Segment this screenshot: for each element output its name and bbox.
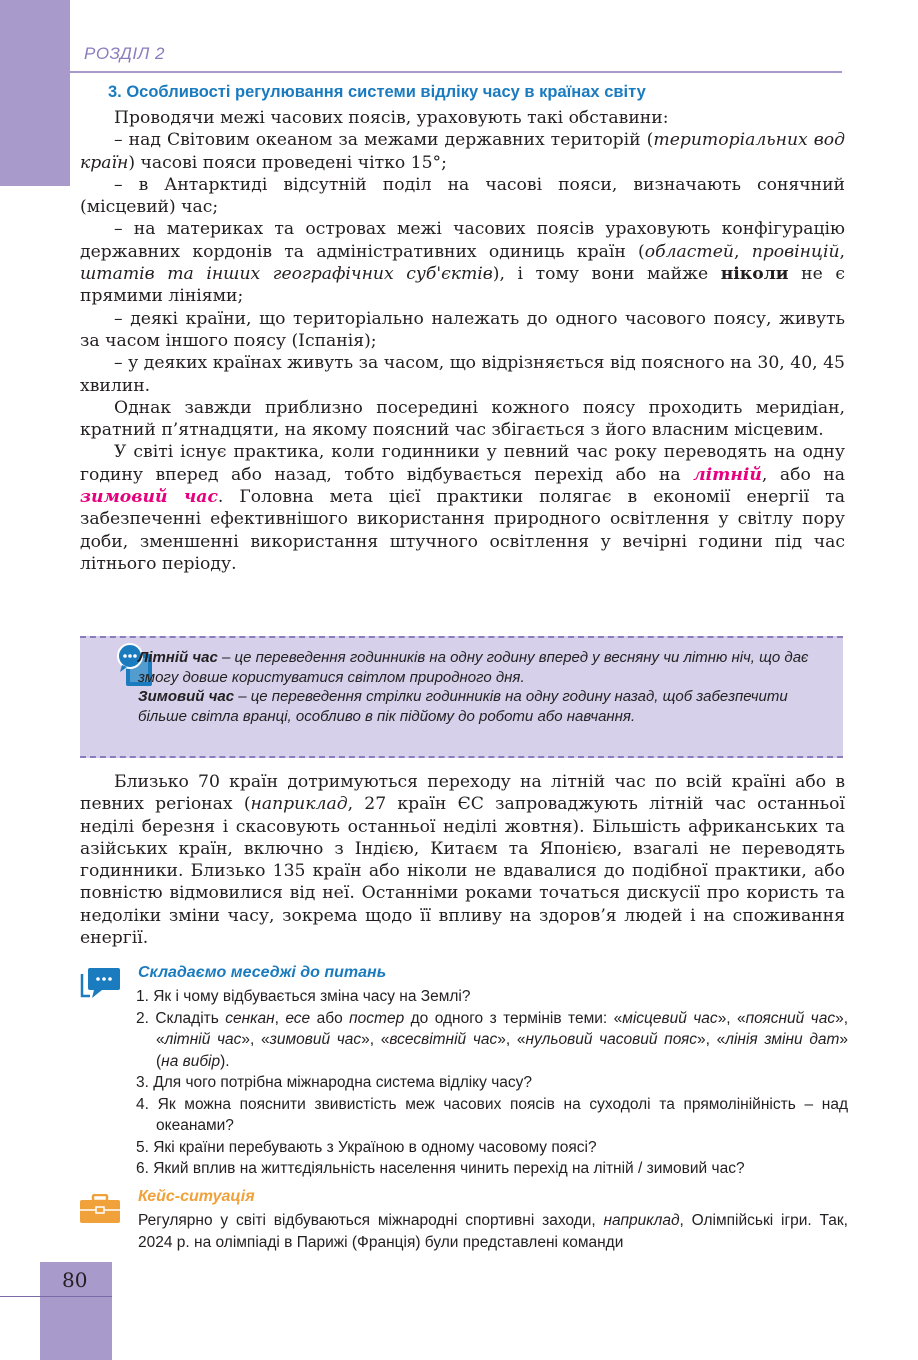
chapter-label: РОЗДІЛ 2 bbox=[84, 44, 165, 63]
chapter-divider bbox=[70, 71, 842, 73]
winter-time-definition: Зимовий час – це переведення стрілки годинників на одну годину назад, щоб забезпечити більше світла вранці, особливо в пік підйому до роботи або навчання. bbox=[138, 688, 788, 725]
briefcase-icon bbox=[78, 1194, 122, 1224]
intro-paragraph: Проводячи межі часових поясів, ураховують такі обставини: bbox=[114, 108, 669, 128]
case-title: Кейс-ситуація bbox=[138, 1188, 255, 1205]
bullet-continents: – на материках та островах межі часових поясів ураховують конфігурацію державних кордонів та адміністративних одиниць країн (областей, провінцій, штатів та інших географічних суб'єктів), і тому вони майже ніколи не є прямими лініями; bbox=[80, 219, 845, 307]
question-item: 2. Складіть сенкан, есе або постер до одного з термінів теми: «місцевий час», «поясний час», «літній час», «зимовий час», «всесвітній час», «нульовий часовий пояс», «лінія зміни дат» (на вибір). bbox=[136, 1009, 849, 1070]
question-item: 3. Для чого потрібна міжнародна система відліку часу? bbox=[136, 1074, 533, 1091]
bullet-antarctica: – в Антарктиді відсутній поділ на часові пояси, визначають сонячний (місцевий) час; bbox=[80, 174, 845, 218]
questions-title: Складаємо меседжі до питань bbox=[138, 964, 387, 981]
section-title: 3. Особливості регулювання системи відліку часу в країнах світу bbox=[108, 83, 646, 101]
countries-paragraph: Близько 70 країн дотримуються переходу на літній час по всій країні або в певних регіонах (наприклад, 27 країн ЄС запроваджують літній час останньої неділі березня і скасовують останньої неділі жовтня). Більшість африканських та азійських країн, включно з Індією, Китаєм та Японією, взагалі не переводять годинники. Близько 135 країн або ніколи не вдавалися до подібної практики, або повністю відмовилися від неї. Останніми роками точаться дискусії про користь та недоліки зміни часу, зокрема щодо її впливу на здоров’я людей і на споживання енергії. bbox=[80, 772, 845, 949]
chat-bubble-icon bbox=[78, 966, 122, 1002]
definition-box bbox=[80, 636, 843, 758]
question-item: 4. Як можна пояснити звивистість меж часових поясів на суходолі та прямолінійність – над океанами? bbox=[136, 1095, 848, 1134]
chapter-side-tab bbox=[0, 0, 70, 186]
question-item: 6. Який вплив на життєдіяльність населення чинить перехід на літній / зимовий час? bbox=[136, 1160, 745, 1177]
question-item: 1. Як і чому відбувається зміна часу на Землі? bbox=[136, 988, 471, 1005]
winter-keyword: зимовий час bbox=[80, 487, 218, 508]
intro-text bbox=[80, 107, 845, 575]
meridian-paragraph: Однак завжди приблизно посередині кожного поясу проходить меридіан, кратний п’ятнадцяти, на якому поясний час збігається з його власним місцевим. bbox=[80, 397, 845, 441]
case-text: Регулярно у світі відбуваються міжнародні спортивні заходи, наприклад, Олімпійські ігри. Так, 2024 р. на олімпіаді в Парижі (Франція) були представлені команди bbox=[138, 1212, 848, 1251]
questions-list bbox=[136, 986, 848, 1180]
dst-paragraph: У світі існує практика, коли годинники у певний час року переводять на одну годину вперед або назад, тобто відбувається перехід або на літній, або на зимовий час. Головна мета цієї практики полягає в економії енергії та забезпеченні ефективнішого використання природного освітлення у світлу пору доби, зменшенні використання штучного освітлення у вечірні години під час літнього періоду. bbox=[80, 442, 846, 574]
page-number: 80 bbox=[62, 1268, 88, 1292]
bullet-ocean: – над Світовим океаном за межами державних територій (територіальних вод країн) часові пояси проведені чітко 15°; bbox=[80, 130, 845, 173]
bullet-other-zone: – деякі країни, що територіально належать до одного часового поясу, живуть за часом іншого поясу (Іспанія); bbox=[80, 308, 845, 351]
bullet-offset: – у деяких країнах живуть за часом, що відрізняється від поясного на 30, 40, 45 хвилин. bbox=[80, 353, 845, 396]
summer-time-definition: Літній час – це переведення годинників на одну годину вперед у весняну чи літню ніч, що дає змогу довше користуватися світлом природного дня. bbox=[138, 649, 809, 686]
question-item: 5. Які країни перебувають з Україною в одному часовому поясі? bbox=[136, 1138, 597, 1156]
definition-text bbox=[138, 648, 838, 726]
page-number-rule bbox=[0, 1296, 112, 1297]
summer-keyword: літній bbox=[693, 464, 762, 485]
